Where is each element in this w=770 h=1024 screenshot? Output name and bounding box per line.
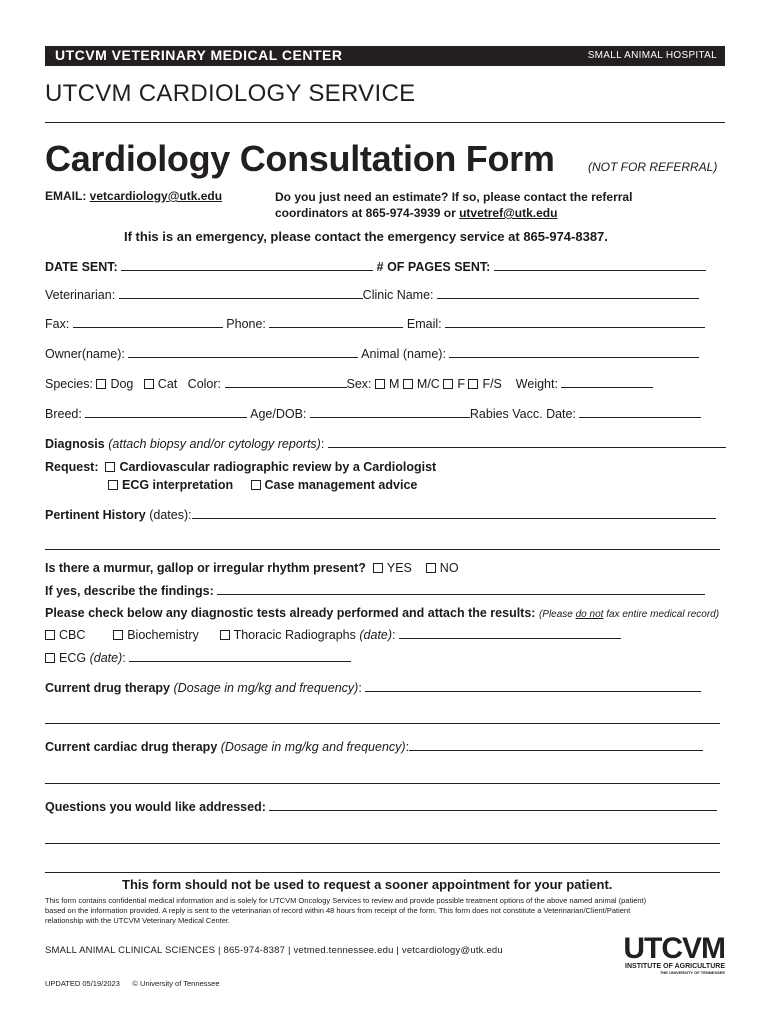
sex-mc-checkbox[interactable] [403,379,413,389]
row-drug: Current drug therapy (Dosage in mg/kg and frequency): [45,681,701,695]
ecg-interpretation-checkbox[interactable] [108,480,118,490]
row-date: DATE SENT: # OF PAGES SENT: [45,260,706,274]
weight-field[interactable] [561,377,653,388]
divider [45,122,725,123]
thoracic-radiographs-checkbox[interactable] [220,630,230,640]
fax-field[interactable] [73,317,223,328]
not-for-referral: (NOT FOR REFERRAL) [588,160,718,174]
row-breed: Breed: Age/DOB: Rabies Vacc. Date: [45,407,701,421]
questions-line-2[interactable] [45,842,720,844]
sex-m-checkbox[interactable] [375,379,385,389]
age-field[interactable] [310,407,470,418]
referral-email-link[interactable]: utvetref@utk.edu [459,206,558,220]
animal-field[interactable] [449,347,699,358]
radiographic-review-checkbox[interactable] [105,462,115,472]
murmur-no-checkbox[interactable] [426,563,436,573]
row-tests: Please check below any diagnostic tests already performed and attach the results: (Please do not fax entire medical record) [45,606,720,620]
row-request: Request: Cardiovascular radiographic review by a Cardiologist [45,460,437,474]
history-field[interactable] [192,508,716,519]
row-vet: Veterinarian: Clinic Name: [45,288,699,302]
drug-therapy-field[interactable] [365,681,701,692]
footer-contact: SMALL ANIMAL CLINICAL SCIENCES | 865-974-8387 | vetmed.tennessee.edu | vetcardiology@utk.edu [45,945,503,956]
email-line: EMAIL: vetcardiology@utk.edu [45,189,223,203]
footer-logo: UTCVM INSTITUTE OF AGRICULTURE THE UNIVERSITY OF TENNESSEE [623,932,725,975]
pages-sent-field[interactable] [494,260,706,271]
cardiology-email-link[interactable]: vetcardiology@utk.edu [89,189,223,203]
cat-checkbox[interactable] [144,379,154,389]
form-title: Cardiology Consultation Form [45,138,555,179]
row-diagnosis: Diagnosis (attach biopsy and/or cytology reports): [45,437,726,451]
header-bar [45,46,725,66]
row-murmur: Is there a murmur, gallop or irregular rhythm present? YES NO [45,561,459,575]
disclaimer: This form contains confidential medical information and is solely for UTCVM Oncology Services to review and provide possible treatment options of the above named animal (patient) based on the information provided. A reply is sent to the veterinarian of record within 48 hours from receipt of the form. This form does not constitute a Veterinarian/Client/Patient relationship with the UTCVM Veterinary Medical Center. [45,896,647,925]
header-org: UTCVM VETERINARY MEDICAL CENTER [55,47,343,63]
owner-field[interactable] [128,347,358,358]
cardiac-drug-field[interactable] [409,740,703,751]
history-line-2[interactable] [45,548,720,550]
ecg-date-field[interactable] [129,651,351,662]
row-ecg: ECG (date): [45,651,351,665]
row-history: Pertinent History (dates): [45,508,716,522]
dog-checkbox[interactable] [96,379,106,389]
row-cardiac-drug: Current cardiac drug therapy (Dosage in mg/kg and frequency): [45,740,703,754]
questions-line-3[interactable] [45,871,720,873]
murmur-yes-checkbox[interactable] [373,563,383,573]
rabies-field[interactable] [579,407,701,418]
header-hospital: SMALL ANIMAL HOSPITAL [587,50,717,61]
drug-line-2[interactable] [45,722,720,724]
color-field[interactable] [225,377,347,388]
phone-field[interactable] [269,317,403,328]
date-sent-field[interactable] [121,260,373,271]
row-request-2: ECG interpretation Case management advice [108,478,417,492]
sex-fs-checkbox[interactable] [468,379,478,389]
diagnosis-field[interactable] [328,437,726,448]
ecg-checkbox[interactable] [45,653,55,663]
veterinarian-field[interactable] [119,288,363,299]
sex-f-checkbox[interactable] [443,379,453,389]
row-species: Species: Dog Cat Color: Sex: M M/C F F/S Weight: [45,377,653,391]
clinic-name-field[interactable] [437,288,699,299]
row-tests-options: CBC Biochemistry Thoracic Radiographs (date): [45,628,621,642]
warning-note: This form should not be used to request a sooner appointment for your patient. [122,877,613,892]
questions-field[interactable] [269,800,717,811]
service-title: UTCVM CARDIOLOGY SERVICE [45,80,416,107]
case-management-checkbox[interactable] [251,480,261,490]
biochemistry-checkbox[interactable] [113,630,123,640]
row-owner: Owner(name): Animal (name): [45,347,699,361]
cbc-checkbox[interactable] [45,630,55,640]
findings-field[interactable] [217,584,705,595]
row-questions: Questions you would like addressed: [45,800,717,814]
cardiac-drug-line-2[interactable] [45,782,720,784]
footer-updated: UPDATED 05/19/2023 © University of Tennessee [45,979,220,988]
thoracic-date-field[interactable] [399,628,621,639]
email-field[interactable] [445,317,705,328]
breed-field[interactable] [85,407,247,418]
row-contact: Fax: Phone: Email: [45,317,705,331]
emergency-note: If this is an emergency, please contact the emergency service at 865-974-8387. [124,229,608,244]
estimate-note: Do you just need an estimate? If so, please contact the referral coordinators at 865-974-3939 or utvetref@utk.edu [275,190,633,220]
row-findings: If yes, describe the findings: [45,584,705,598]
